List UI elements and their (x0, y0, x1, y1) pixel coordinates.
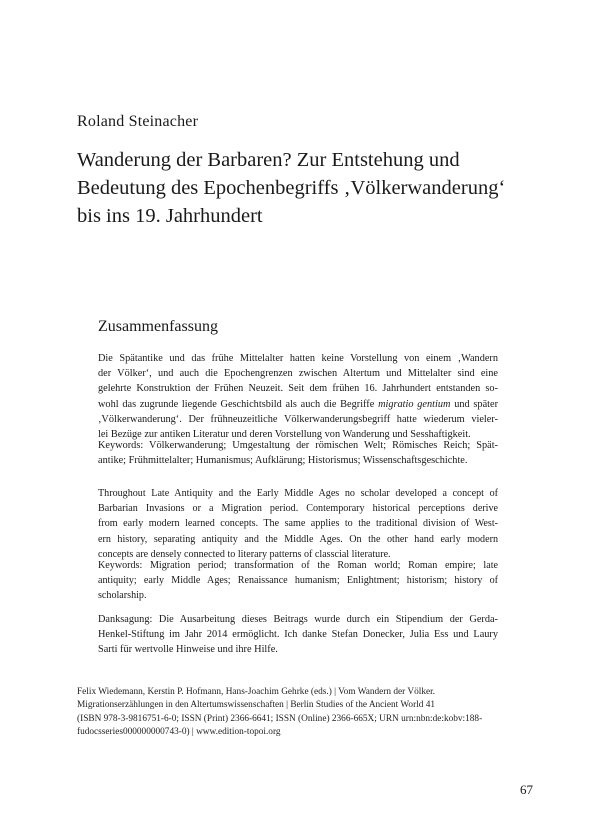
title-line: Wanderung der Barbaren? Zur Entstehung und (77, 149, 460, 171)
footer-line: (ISBN 978-3-9816751-6-0; ISSN (Print) 2366-6641; ISSN (Online) 2366-665X; URN urn:nbn:de:kobv:188- (77, 713, 483, 724)
abstract-line: from early modern learned concepts. The same applies to the traditional division of West- (98, 518, 498, 530)
keywords-line: scholarship. (98, 590, 147, 602)
abstract-line: der Völker‘, und auch die Epochengrenzen zwischen Altertum und Mittelalter sind eine (98, 368, 498, 380)
title-line: Bedeutung des Epochenbegriffs ‚Völkerwanderung‘ (77, 177, 506, 199)
abstract-italic-term: migratio gentium (378, 398, 451, 410)
abstract-line: concepts are densely connected to literary patterns of classcial literature. (98, 548, 391, 560)
abstract-line: gelehrte Konstruktion der Frühen Neuzeit. Seit dem frühen 16. Jahrhundert entstanden so- (98, 383, 498, 395)
acknowledgement-line: Henkel-Stiftung im Jahr 2014 ermöglicht. Ich danke Stefan Donecker, Julia Ess und Laury (98, 629, 498, 641)
abstract-line: Die Spätantike und das frühe Mittelalter hatten keine Vorstellung von einem ‚Wandern (98, 353, 498, 364)
keywords-line: Keywords: Migration period; transformation of the Roman world; Roman empire; late (98, 560, 498, 571)
article-title (77, 146, 517, 230)
acknowledgement (98, 612, 498, 658)
acknowledgement-line: Danksagung: Die Ausarbeitung dieses Beitrags wurde durch ein Stipendium der Gerda- (98, 614, 498, 625)
citation-footer (77, 686, 497, 740)
acknowledgement-line: Sarti für wertvolle Hinweise und ihre Hilfe. (98, 644, 278, 656)
abstract-line: ern history, separating antiquity and the Middle Ages. On the other hand early modern (98, 533, 498, 545)
abstract-german (98, 351, 498, 442)
footer-line: Migrationserzählungen in den Altertumswissenschaften | Berlin Studies of the Ancient World 41 (77, 700, 436, 711)
abstract-line: ‚Völkerwanderung‘. Der frühneuzeitliche Völkerwanderungsbegriff hatte wiederum vieler- (98, 413, 498, 425)
footer-line: fudocsseries000000000743-0) | www.edition-topoi.org (77, 727, 281, 738)
title-line: bis ins 19. Jahrhundert (77, 205, 263, 227)
keywords-english (98, 558, 498, 604)
abstract-text: wohl das zugrunde liegende Geschichtsbild als auch die Begriffe (98, 398, 379, 410)
author-name: Roland Steinacher (77, 113, 199, 130)
keywords-line: antike; Frühmittelalter; Humanismus; Aufklärung; Historismus; Wissenschaftsgeschichte. (98, 455, 468, 467)
keywords-german (98, 438, 498, 468)
abstract-line: Barbarian Invasions or a Migration period. Contemporary historical perceptions derive (98, 503, 498, 515)
keywords-line: Keywords: Völkerwanderung; Umgestaltung der römischen Welt; Römisches Reich; Spät- (98, 440, 498, 451)
abstract-line: Throughout Late Antiquity and the Early Middle Ages no scholar developed a concept of (98, 488, 498, 499)
section-heading: Zusammenfassung (98, 318, 218, 335)
abstract-text: und später (450, 398, 499, 410)
footer-line: Felix Wiedemann, Kerstin P. Hofmann, Hans-Joachim Gehrke (eds.) | Vom Wandern der Völker. (77, 687, 435, 697)
abstract-line: lei Bezüge zur antiken Literatur und deren Vorstellung von Wanderung und Sesshaftigkeit. (98, 429, 471, 441)
page-number: 67 (520, 782, 533, 797)
abstract-line (98, 397, 498, 412)
abstract-english (98, 486, 498, 562)
keywords-line: antiquity; early Middle Ages; Renaissance humanism; Enlightment; historism; history of (98, 575, 498, 587)
